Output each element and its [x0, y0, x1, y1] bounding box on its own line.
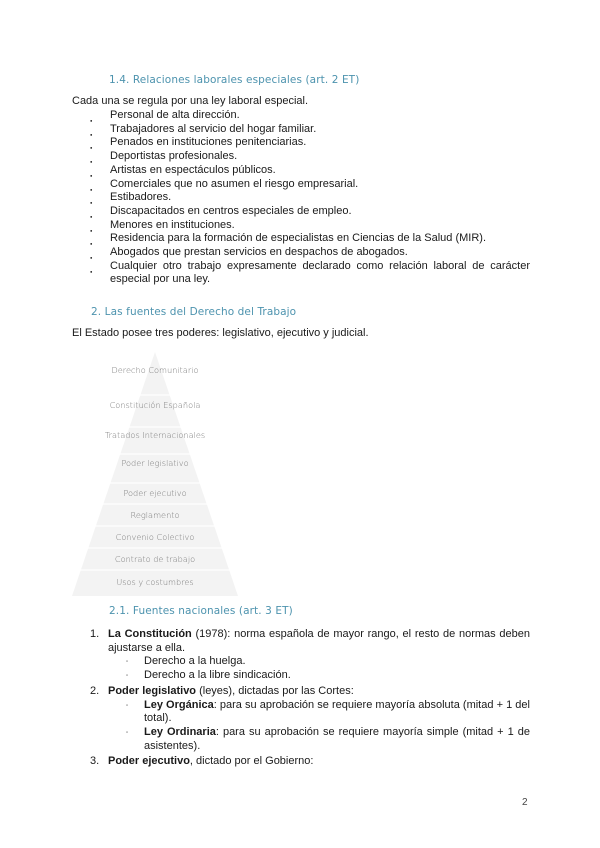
sub-item-text: : para su aprobación se requiere mayoría simple (mitad + 1 de asistentes).: [144, 725, 530, 752]
square-bullet-icon: ▫: [126, 673, 129, 680]
special-relations-list: [72, 109, 530, 287]
item-number: 3.: [90, 755, 100, 768]
special-relation-text: Estibadores.: [110, 191, 172, 204]
bullet-icon: ●: [90, 227, 93, 233]
special-relation-text: Personal de alta dirección.: [110, 109, 240, 121]
special-relation-item: [72, 260, 530, 287]
sub-item: [108, 699, 530, 726]
section-heading-2-1: 2.1. Fuentes nacionales (art. 3 ET): [109, 605, 293, 617]
sub-item-text: Derecho a la libre sindicación.: [144, 669, 291, 682]
bullet-icon: ●: [90, 118, 93, 123]
bullet-icon: ●: [90, 268, 93, 274]
special-relation-text: Penados en instituciones penitenciarias.: [110, 136, 307, 149]
special-relation-text: Trabajadores al servicio del hogar familiar.: [110, 122, 317, 135]
item-number: 2.: [90, 684, 100, 697]
intro-2: El Estado posee tres poderes: legislativo, ejecutivo y judicial.: [72, 327, 369, 339]
sub-item-text: : para su aprobación se requiere mayoría absoluta (mitad + 1 del total).: [144, 698, 530, 725]
national-sources-list: [72, 628, 534, 769]
sub-item-name: Ley Orgánica: [144, 698, 214, 711]
bullet-icon: ●: [90, 145, 93, 151]
special-relation-item: [72, 246, 530, 260]
item-number: 1.: [90, 628, 100, 640]
bullet-icon: ●: [90, 186, 93, 192]
pyramid-level-3: Tratados Internacionales: [104, 430, 206, 440]
special-relation-item: [72, 150, 530, 164]
special-relation-text: Deportistas profesionales.: [110, 150, 238, 163]
bullet-icon: ●: [90, 241, 93, 247]
pyramid-level-8: Contrato de trabajo: [114, 554, 196, 564]
special-relation-item: [72, 219, 530, 233]
special-relation-item: [72, 164, 530, 178]
national-source-item: [72, 628, 534, 683]
special-relation-item: [72, 191, 530, 205]
source-name: Poder legislativo: [108, 684, 197, 697]
pyramid-level-2: Constitución Española: [109, 400, 201, 410]
special-relation-item: [72, 136, 530, 150]
source-name: La Constitución: [108, 628, 192, 640]
national-source-item: [72, 685, 530, 754]
section-heading-1-4: 1.4. Relaciones laborales especiales (art. 2 ET): [109, 74, 360, 86]
special-relation-text: Artistas en espectáculos públicos.: [110, 163, 276, 176]
square-bullet-icon: ▫: [126, 659, 129, 666]
national-source-item: [72, 755, 530, 769]
special-relation-text: Discapacitados en centros especiales de empleo.: [110, 204, 352, 217]
sub-item-name: Ley Ordinaria: [144, 725, 216, 738]
sub-list: [108, 699, 530, 754]
pyramid-level-4: Poder legislativo: [121, 458, 189, 468]
special-relation-text: Residencia para la formación de especialistas en Ciencias de la Salud (MIR).: [110, 232, 487, 245]
pyramid-level-9: Usos y costumbres: [116, 577, 194, 587]
intro-1-4: Cada una se regula por una ley laboral especial.: [72, 95, 309, 107]
pyramid-level-1: Derecho Comunitario: [111, 365, 199, 375]
special-relation-text: Comerciales que no asumen el riesgo empresarial.: [110, 177, 359, 190]
source-description: , dictado por el Gobierno:: [189, 755, 314, 768]
sub-item: [108, 726, 530, 753]
pyramid-level-5: Poder ejecutivo: [123, 488, 187, 498]
square-bullet-icon: ▫: [126, 702, 129, 709]
sub-item-text: Derecho a la huelga.: [144, 655, 246, 668]
special-relation-item: [72, 178, 530, 192]
page-number: 2: [522, 797, 528, 808]
sub-list: [108, 655, 530, 682]
special-relation-text: Menores en instituciones.: [110, 218, 235, 231]
bullet-icon: ●: [90, 159, 93, 165]
special-relation-text: Cualquier otro trabajo expresamente declarado como relación laboral de carácter especial por una ley.: [110, 259, 530, 286]
special-relation-item: [72, 232, 530, 246]
square-bullet-icon: ▫: [126, 729, 129, 736]
source-description: (1978): norma española de mayor rango, el resto de normas deben ajustarse a ella.: [108, 628, 534, 654]
bullet-icon: ●: [90, 213, 93, 219]
bullet-icon: ●: [90, 172, 93, 178]
section-heading-2: 2. Las fuentes del Derecho del Trabajo: [91, 306, 297, 318]
pyramid-level-7: Convenio Colectivo: [115, 532, 195, 542]
special-relation-item: [72, 123, 530, 137]
bullet-icon: ●: [90, 255, 93, 261]
bullet-icon: ●: [90, 131, 93, 137]
pyramid-level-6: Reglamento: [130, 510, 180, 520]
special-relation-item: [72, 205, 530, 219]
special-relation-item: [72, 109, 530, 123]
special-relation-text: Abogados que prestan servicios en despachos de abogados.: [110, 246, 408, 259]
normative-pyramid: [72, 352, 238, 596]
bullet-icon: ●: [90, 200, 93, 206]
sub-item: [108, 669, 530, 683]
source-name: Poder ejecutivo: [108, 755, 190, 768]
sub-item: [108, 655, 530, 669]
source-description: (leyes), dictadas por las Cortes:: [196, 684, 354, 697]
